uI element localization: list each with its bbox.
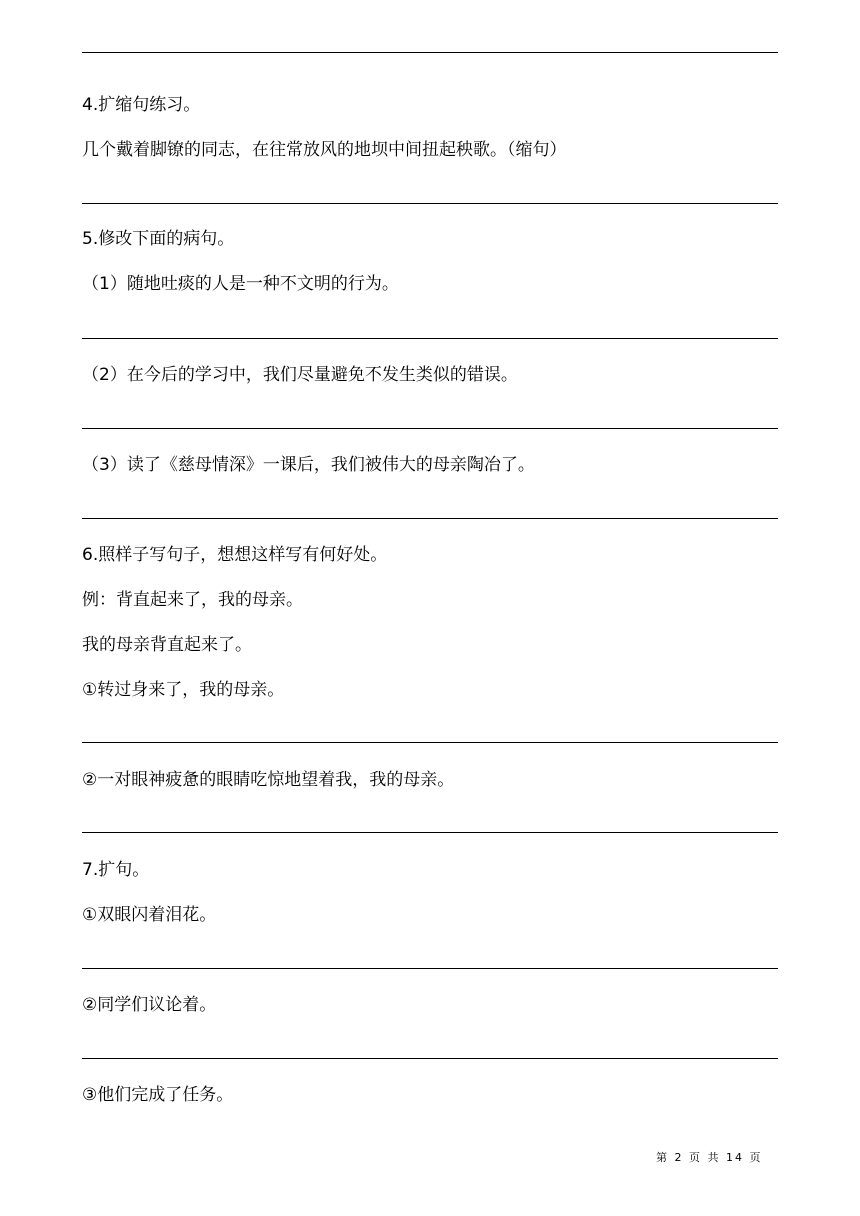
q7-item: ③他们完成了任务。 <box>82 1085 234 1105</box>
page-number: 第 2 页 共 14 页 <box>656 1151 763 1164</box>
answer-line <box>82 1058 778 1059</box>
answer-line <box>82 518 778 519</box>
q5-item: （1）随地吐痰的人是一种不文明的行为。 <box>82 274 399 294</box>
q5-item: （3）读了《慈母情深》一课后，我们被伟大的母亲陶冶了。 <box>82 455 535 475</box>
q7-heading: 7.扩句。 <box>82 860 150 880</box>
q6-example-after: 我的母亲背直起来了。 <box>82 635 252 655</box>
q7-item: ①双眼闪着泪花。 <box>82 905 217 925</box>
q7-item: ②同学们议论着。 <box>82 995 217 1015</box>
answer-line <box>82 52 778 53</box>
q6-heading: 6.照样子写句子，想想这样写有何好处。 <box>82 545 388 565</box>
answer-line <box>82 338 778 339</box>
q5-item: （2）在今后的学习中，我们尽量避免不发生类似的错误。 <box>82 365 518 385</box>
answer-line <box>82 968 778 969</box>
answer-line <box>82 832 778 833</box>
answer-line <box>82 742 778 743</box>
q4-heading: 4.扩缩句练习。 <box>82 95 201 115</box>
answer-line <box>82 428 778 429</box>
answer-line <box>82 203 778 204</box>
q4-sentence: 几个戴着脚镣的同志，在往常放风的地坝中间扭起秧歌。（缩句） <box>82 140 567 160</box>
q5-heading: 5.修改下面的病句。 <box>82 229 235 249</box>
q6-item: ②一对眼神疲惫的眼睛吃惊地望着我，我的母亲。 <box>82 770 455 790</box>
q6-example-before: 例：背直起来了，我的母亲。 <box>82 590 303 610</box>
q6-item: ①转过身来了，我的母亲。 <box>82 680 285 700</box>
